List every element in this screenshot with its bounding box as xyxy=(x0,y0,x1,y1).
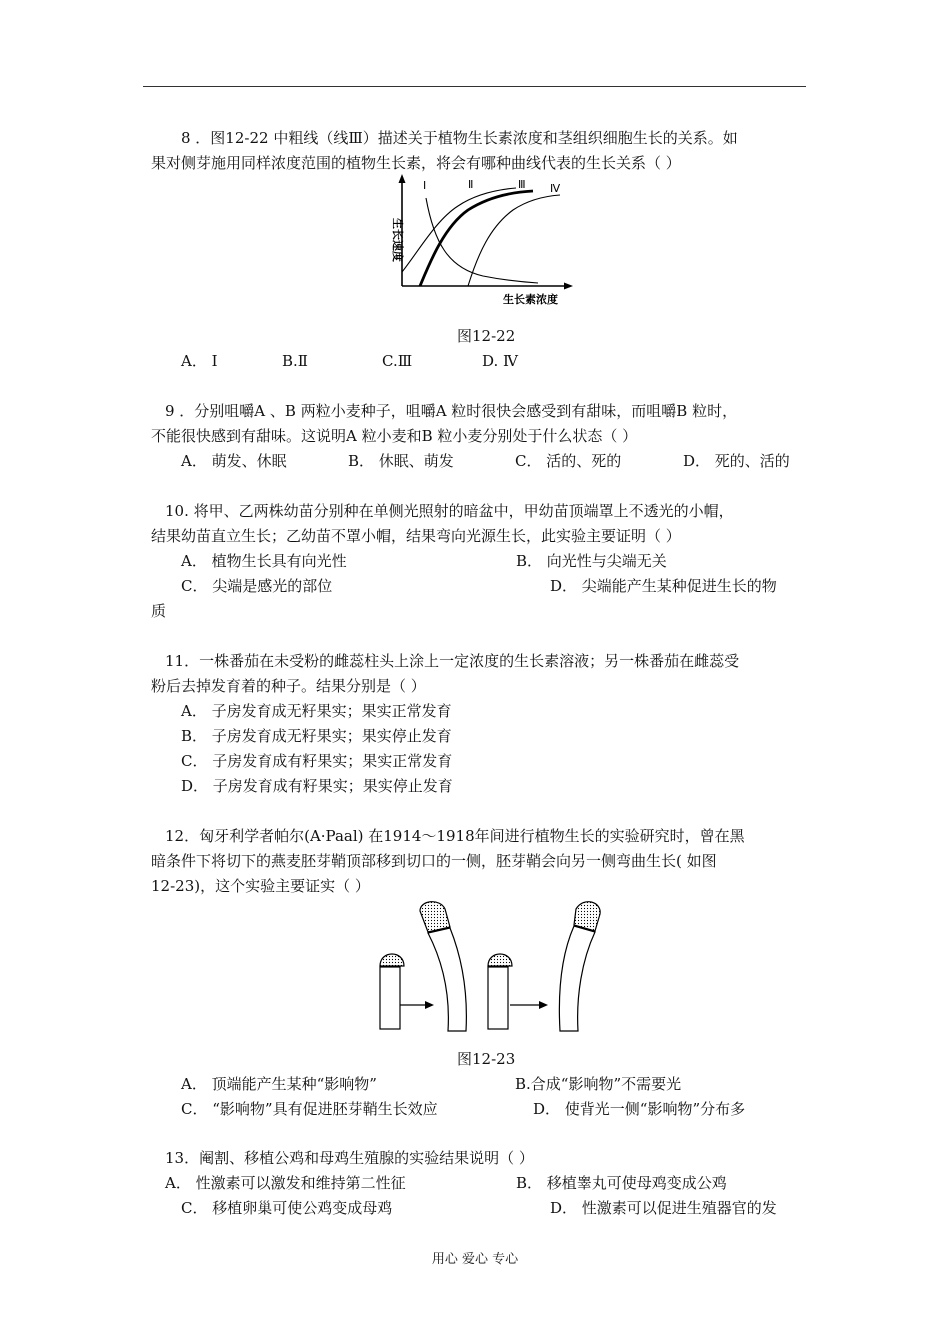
figure-12-22-caption: 图12-22 xyxy=(457,327,516,345)
q8-option-c: C.Ⅲ xyxy=(382,352,413,370)
q8-stem-line2: 果对侧芽施用同样浓度范围的植物生长素，将会有哪种曲线代表的生长关系（ ） xyxy=(151,154,681,172)
q10-stem-line2: 结果幼苗直立生长；乙幼苗不罩小帽，结果弯向光源生长，此实验主要证明（ ） xyxy=(151,527,681,545)
q13-stem-line1: 13．阉割、移植公鸡和母鸡生殖腺的实验结果说明（ ） xyxy=(165,1149,534,1167)
q12-option-b: B.合成“影响物”不需要光 xyxy=(515,1075,682,1093)
q8-option-a: A． Ⅰ xyxy=(181,352,218,370)
q11-option-a: A． 子房发育成无籽果实；果实正常发育 xyxy=(181,702,452,720)
q11-option-b: B． 子房发育成无籽果实；果实停止发育 xyxy=(181,727,452,745)
q9-option-a: A． 萌发、休眠 xyxy=(181,452,287,470)
q8-stem-line1: 8 ．图12-22 中粗线（线Ⅲ）描述关于植物生长素浓度和茎组织细胞生长的关系。如 xyxy=(181,129,738,147)
q9-stem-line2: 不能很快感到有甜味。这说明A 粒小麦和B 粒小麦分别处于什么状态（ ） xyxy=(151,427,638,445)
q10-option-d-wrap: 质 xyxy=(151,602,167,620)
q12-stem-line2: 暗条件下将切下的燕麦胚芽鞘顶部移到切口的一侧，胚芽鞘会向另一侧弯曲生长( 如图 xyxy=(151,852,717,870)
q13-option-b: B． 移植睾丸可使母鸡变成公鸡 xyxy=(516,1174,727,1192)
q8-option-d: D. Ⅳ xyxy=(482,352,519,370)
q12-option-c: C． “影响物”具有促进胚芽鞘生长效应 xyxy=(181,1100,438,1118)
curve-label-3: Ⅲ xyxy=(518,178,526,191)
q9-option-c: C． 活的、死的 xyxy=(515,452,622,470)
q12-stem-line1: 12．匈牙利学者帕尔(A·Paal) 在1914～1918年间进行植物生长的实验研究时，曾在黑 xyxy=(165,827,745,845)
curve-label-1: Ⅰ xyxy=(423,179,427,192)
q9-stem-line1: 9 ．分别咀嚼A 、B 两粒小麦种子，咀嚼A 粒时很快会感受到有甜味，而咀嚼B 粒时， xyxy=(165,402,738,420)
q12-stem-line3: 12-23)，这个实验主要证实（ ） xyxy=(151,877,370,895)
y-axis-label: 生长速度 xyxy=(391,218,404,262)
curve-label-4: Ⅳ xyxy=(550,182,561,195)
header-rule xyxy=(143,86,806,87)
q10-option-b: B． 向光性与尖端无关 xyxy=(516,552,667,570)
q10-stem-line1: 10. 将甲、乙两株幼苗分别种在单侧光照射的暗盆中，甲幼苗顶端罩上不透光的小帽， xyxy=(165,502,734,520)
figure-12-23-diagram xyxy=(370,898,610,1033)
figure-12-22-graph xyxy=(378,172,583,310)
x-axis-label: 生长素浓度 xyxy=(503,293,558,306)
q9-option-d: D． 死的、活的 xyxy=(683,452,790,470)
figure-12-23-caption: 图12-23 xyxy=(457,1050,516,1068)
q11-stem-line1: 11．一株番茄在未受粉的雌蕊柱头上涂上一定浓度的生长素溶液；另一株番茄在雌蕊受 xyxy=(165,652,740,670)
q10-option-d: D． 尖端能产生某种促进生长的物 xyxy=(550,577,777,595)
q10-option-c: C． 尖端是感光的部位 xyxy=(181,577,333,595)
curve-label-2: Ⅱ xyxy=(468,178,474,191)
q11-option-d: D． 子房发育成有籽果实；果实停止发育 xyxy=(181,777,453,795)
page-footer: 用心 爱心 专心 xyxy=(431,1252,519,1267)
q13-option-a: A． 性激素可以激发和维持第二性征 xyxy=(165,1174,406,1192)
q11-option-c: C． 子房发育成有籽果实；果实正常发育 xyxy=(181,752,453,770)
q8-option-b: B.Ⅱ xyxy=(282,352,308,370)
q9-option-b: B． 休眠、萌发 xyxy=(348,452,454,470)
q10-option-a: A． 植物生长具有向光性 xyxy=(181,552,347,570)
q13-option-d: D． 性激素可以促进生殖器官的发 xyxy=(550,1199,777,1217)
q12-option-d: D． 使背光一侧“影响物”分布多 xyxy=(533,1100,746,1118)
q12-option-a: A． 顶端能产生某种“影响物” xyxy=(181,1075,377,1093)
q13-option-c: C． 移植卵巢可使公鸡变成母鸡 xyxy=(181,1199,393,1217)
q11-stem-line2: 粉后去掉发育着的种子。结果分别是（ ） xyxy=(151,677,426,695)
